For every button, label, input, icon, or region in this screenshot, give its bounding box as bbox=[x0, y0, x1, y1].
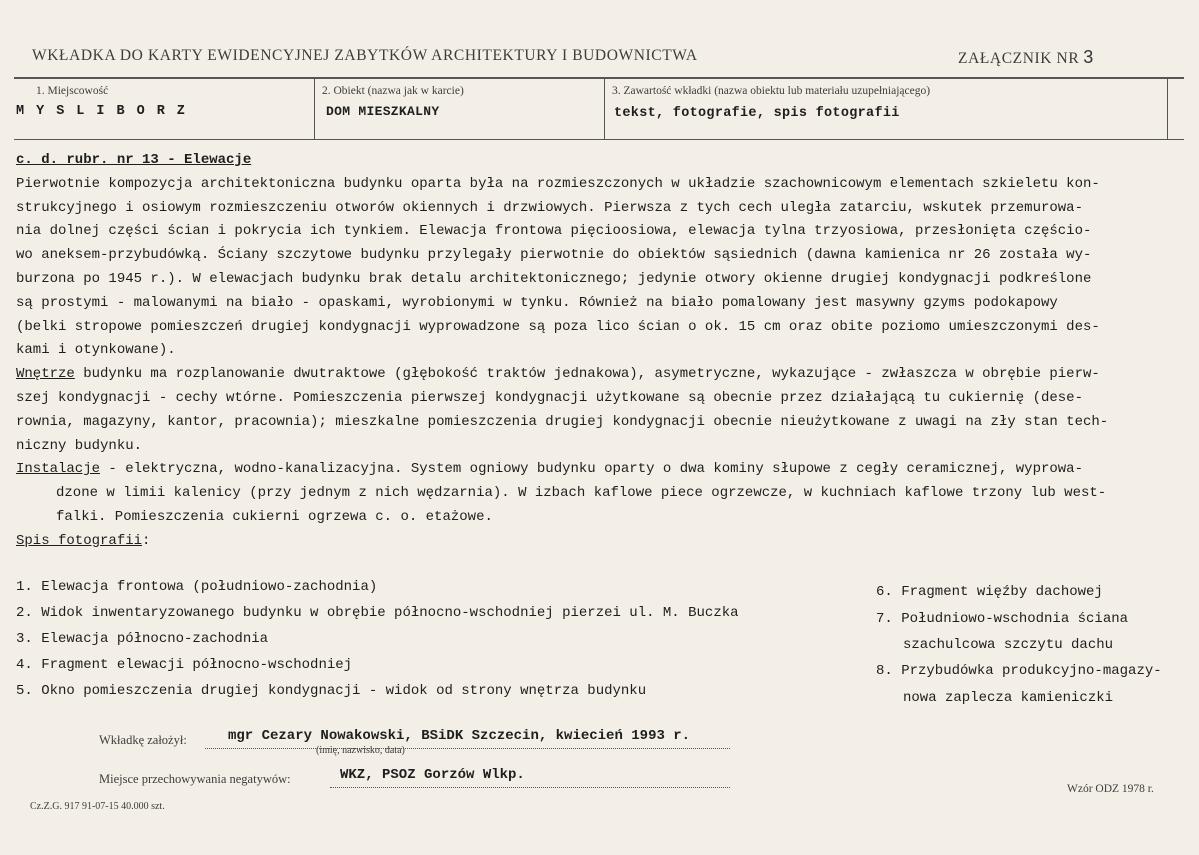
elevations-line: wo aneksem-przybudówką. Ściany szczytowe budynku przylegały pierwotnie do obiektów sąsiednich (dawna kamienica nr 26 została wy- bbox=[16, 247, 1092, 264]
content-value: tekst, fotografie, spis fotografii bbox=[614, 106, 900, 121]
author-label: Wkładkę założył: bbox=[99, 733, 187, 747]
photo-item: szachulcowa szczytu dachu bbox=[903, 637, 1114, 653]
interior-heading: Wnętrze bbox=[16, 366, 75, 383]
photo-item: 7. Południowo-wschodnia ściana bbox=[876, 611, 1129, 627]
author-value: mgr Cezary Nowakowski, BSiDK Szczecin, kwiecień 1993 r. bbox=[228, 728, 691, 744]
photo-item: 3. Elewacja północno-zachodnia bbox=[16, 631, 269, 647]
photo-item: 6. Fragment więźby dachowej bbox=[876, 584, 1103, 600]
elevations-line: Pierwotnie kompozycja architektoniczna budynku oparta była na rozmieszczonych w układzie szachownicowym elementach szkieletu kon- bbox=[16, 175, 1100, 192]
interior-line: szej kondygnacji - cechy wtórne. Pomieszczenia pierwszej kondygnacji użytkowane są obecnie przez działającą tu cukiernię (dese- bbox=[16, 389, 1083, 406]
photo-item: 2. Widok inwentaryzowanego budynku w obrębie północno-wschodniej pierzei ul. M. Buczka bbox=[16, 605, 739, 621]
photo-item: nowa zaplecza kamieniczki bbox=[903, 690, 1114, 706]
section-heading: c. d. rubr. nr 13 - Elewacje bbox=[16, 152, 252, 168]
photo-item: 8. Przybudówka produkcyjno-magazy- bbox=[876, 663, 1162, 679]
storage-label: Miejsce przechowywania negatywów: bbox=[99, 772, 291, 786]
annex-label-text: ZAŁĄCZNIK NR bbox=[958, 50, 1080, 67]
elevations-line: strukcyjnego i osiowym rozmieszczeniu otworów okiennych i drzwiowych. Pierwsza z tych cech uległa zatarciu, wskutek przemurowa- bbox=[16, 199, 1083, 216]
table-divider-1 bbox=[314, 79, 315, 139]
interior-line: rownia, magazyny, kantor, pracownia); mieszkalne pomieszczenia drugiej kondygnacji obecnie nieużytkowane z uwagi na zły stan tech- bbox=[16, 413, 1109, 430]
storage-dotted-line bbox=[330, 787, 730, 788]
author-dotted-line bbox=[205, 748, 730, 749]
installations-heading: Instalacje bbox=[16, 461, 101, 478]
place-value: MYSLIBORZ bbox=[16, 104, 197, 119]
photos-heading-line: Spis fotografii: bbox=[16, 532, 151, 549]
table-right-border bbox=[1167, 79, 1168, 139]
elevations-line: kami i otynkowane). bbox=[16, 342, 176, 359]
author-hint: (imię, nazwisko, data) bbox=[316, 745, 405, 756]
elevations-line: burzona po 1945 r.). W elewacjach budynku brak detalu architektonicznego; jedynie otwory okienne drugiej kondygnacji podkreślone bbox=[16, 270, 1092, 287]
annex-label bbox=[958, 47, 1094, 68]
interior-line: Wnętrze budynku ma rozplanowanie dwutraktowe (głębokość traktów jednakowa), asymetryczne, wykazujące - zwłaszcza w obrębie pierw- bbox=[16, 366, 1100, 383]
elevations-line: nia dolnej części ścian i pokrycia ich tynkiem. Elewacja frontowa pięcioosiowa, elewacja tylna trzyosiowa, przesłonięta częścio- bbox=[16, 223, 1092, 240]
interior-line: niczny budynku. bbox=[16, 437, 143, 454]
table-divider-2 bbox=[604, 79, 605, 139]
photo-item: 5. Okno pomieszczenia drugiej kondygnacji - widok od strony wnętrza budynku bbox=[16, 683, 647, 699]
form-title: WKŁADKA DO KARTY EWIDENCYJNEJ ZABYTKÓW ARCHITEKTURY I BUDOWNICTWA bbox=[32, 47, 698, 64]
installations-line: falki. Pomieszczenia cukierni ogrzewa c. o. etażowe. bbox=[56, 508, 493, 525]
form-model: Wzór ODZ 1978 r. bbox=[1067, 783, 1154, 795]
print-code: Cz.Z.G. 917 91-07-15 40.000 szt. bbox=[30, 801, 165, 812]
installations-line: Instalacje - elektryczna, wodno-kanalizacyjna. System ogniowy budynku oparty o dwa kominy słupowe z cegły ceramicznej, wyprowa- bbox=[16, 461, 1083, 478]
annex-number: 3 bbox=[1083, 47, 1094, 67]
table-bottom-rule bbox=[14, 139, 1184, 140]
installations-line: dzone w limii kalenicy (przy jednym z nich wędzarnia). W izbach kaflowe piece ogrzewcze, w kuchniach kaflowe trzony lub west- bbox=[56, 485, 1107, 502]
storage-value: WKZ, PSOZ Gorzów Wlkp. bbox=[340, 767, 525, 783]
photos-heading: Spis fotografii bbox=[16, 532, 143, 549]
photo-item: 4. Fragment elewacji północno-wschodniej bbox=[16, 657, 353, 673]
object-value: DOM MIESZKALNY bbox=[326, 104, 440, 119]
object-label: 2. Obiekt (nazwa jak w karcie) bbox=[322, 85, 464, 97]
photo-item: 1. Elewacja frontowa (południowo-zachodnia) bbox=[16, 579, 378, 595]
body-text bbox=[16, 149, 1181, 554]
content-label: 3. Zawartość wkładki (nazwa obiektu lub materiału uzupełniającego) bbox=[612, 85, 931, 97]
place-label: 1. Miejscowość bbox=[36, 85, 109, 97]
elevations-line: (belki stropowe pomieszczeń drugiej kondygnacji wyprowadzone są poza lico ścian o ok. 15 cm oraz obite poziomo umieszczonymi des- bbox=[16, 318, 1100, 335]
elevations-line: są prostymi - malowanymi na biało - opaskami, wyrobionymi w tynku. Również na biało pomalowany jest masywny gzyms podokapowy bbox=[16, 294, 1058, 311]
table-top-rule bbox=[14, 77, 1184, 79]
